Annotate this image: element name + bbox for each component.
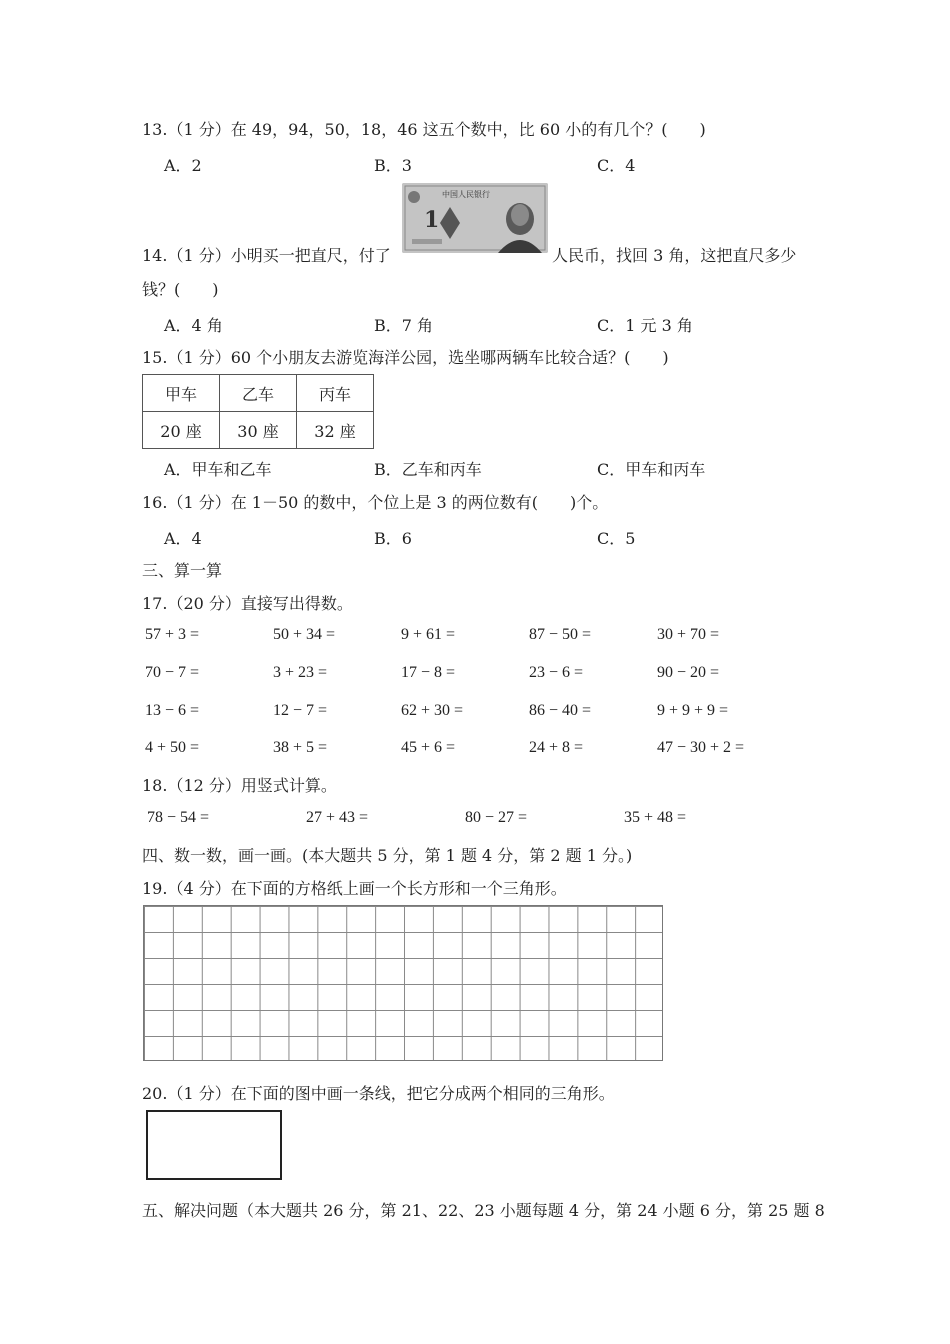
- q17-expression: 9 + 9 + 9 =: [657, 702, 729, 719]
- q17-expression: 70 − 7 =: [145, 664, 200, 681]
- q20-stem: 20.（1 分）在下面的图中画一条线，把它分成两个相同的三角形。: [142, 1084, 615, 1103]
- q17-expression: 17 − 8 =: [401, 664, 456, 681]
- q18-stem: 18.（12 分）用竖式计算。: [142, 776, 337, 795]
- q14-stem-line2: 钱？( ): [142, 280, 219, 299]
- q16-option-b: B．6: [374, 529, 412, 548]
- table-header-cell: 乙车: [220, 375, 297, 412]
- one-yuan-banknote-image: [402, 183, 548, 253]
- table-row: [143, 412, 374, 449]
- q17-expression: 57 + 3 =: [145, 626, 200, 643]
- section-3-heading: 三、算一算: [142, 561, 223, 580]
- graph-paper-grid: [143, 905, 663, 1061]
- q17-expression: 38 + 5 =: [273, 739, 328, 756]
- banknote-value: 1: [424, 207, 440, 233]
- table-header-cell: 丙车: [297, 375, 374, 412]
- q13-option-a: A．2: [164, 156, 202, 175]
- q13-stem: 13.（1 分）在 49，94，50，18，46 这五个数中，比 60 小的有几个？( ): [142, 120, 706, 139]
- q17-expression: 9 + 61 =: [401, 626, 456, 643]
- table-header-row: [143, 375, 374, 412]
- banknote-issuer: 中国人民银行: [442, 190, 490, 199]
- section-5-heading: 五、解决问题（本大题共 26 分，第 21、22、23 小题每题 4 分，第 24 小题 6 分，第 25 题 8: [142, 1201, 825, 1220]
- rectangle-figure: [146, 1110, 282, 1180]
- q15-option-a: A．甲车和乙车: [164, 460, 272, 479]
- q17-expression: 45 + 6 =: [401, 739, 456, 756]
- q15-option-b: B．乙车和丙车: [374, 460, 482, 479]
- q16-option-a: A．4: [164, 529, 202, 548]
- q14-option-a: A．4 角: [164, 316, 223, 335]
- table-cell: 20 座: [143, 412, 220, 449]
- q17-expression: 87 − 50 =: [529, 626, 592, 643]
- q17-expression: 30 + 70 =: [657, 626, 720, 643]
- q16-option-c: C．5: [597, 529, 636, 548]
- banknote-illustration: [402, 183, 548, 253]
- q17-expression: 12 − 7 =: [273, 702, 328, 719]
- q17-stem: 17.（20 分）直接写出得数。: [142, 594, 353, 613]
- q19-stem: 19.（4 分）在下面的方格纸上画一个长方形和一个三角形。: [142, 879, 567, 898]
- q17-expression: 24 + 8 =: [529, 739, 584, 756]
- q13-option-c: C．4: [597, 156, 636, 175]
- q18-expression: 35 + 48 =: [624, 809, 687, 826]
- section-4-heading: 四、数一数，画一画。(本大题共 5 分，第 1 题 4 分，第 2 题 1 分。): [142, 846, 633, 865]
- q14-stem-part1: 14.（1 分）小明买一把直尺，付了: [142, 246, 391, 265]
- q17-expression: 13 − 6 =: [145, 702, 200, 719]
- q17-expression: 90 − 20 =: [657, 664, 720, 681]
- table-cell: 30 座: [220, 412, 297, 449]
- q17-expression: 50 + 34 =: [273, 626, 336, 643]
- q17-expression: 47 − 30 + 2 =: [657, 739, 745, 756]
- q14-option-c: C．1 元 3 角: [597, 316, 693, 335]
- q15-stem: 15.（1 分）60 个小朋友去游览海洋公园，选坐哪两辆车比较合适？( ): [142, 348, 669, 367]
- q14-option-b: B．7 角: [374, 316, 434, 335]
- q17-expression: 23 − 6 =: [529, 664, 584, 681]
- q18-expression: 27 + 43 =: [306, 809, 369, 826]
- q18-expression: 80 − 27 =: [465, 809, 528, 826]
- q17-expression: 3 + 23 =: [273, 664, 328, 681]
- q18-expression: 78 − 54 =: [147, 809, 210, 826]
- q16-stem: 16.（1 分）在 1－50 的数中，个位上是 3 的两位数有( )个。: [142, 493, 609, 512]
- q17-expression: 86 − 40 =: [529, 702, 592, 719]
- q17-expression: 4 + 50 =: [145, 739, 200, 756]
- q13-option-b: B．3: [374, 156, 412, 175]
- car-seat-table: [142, 374, 374, 449]
- table-header-cell: 甲车: [143, 375, 220, 412]
- q14-stem-part2: 人民币，找回 3 角，这把直尺多少: [552, 246, 797, 265]
- q17-expression: 62 + 30 =: [401, 702, 464, 719]
- table-cell: 32 座: [297, 412, 374, 449]
- q15-option-c: C．甲车和丙车: [597, 460, 706, 479]
